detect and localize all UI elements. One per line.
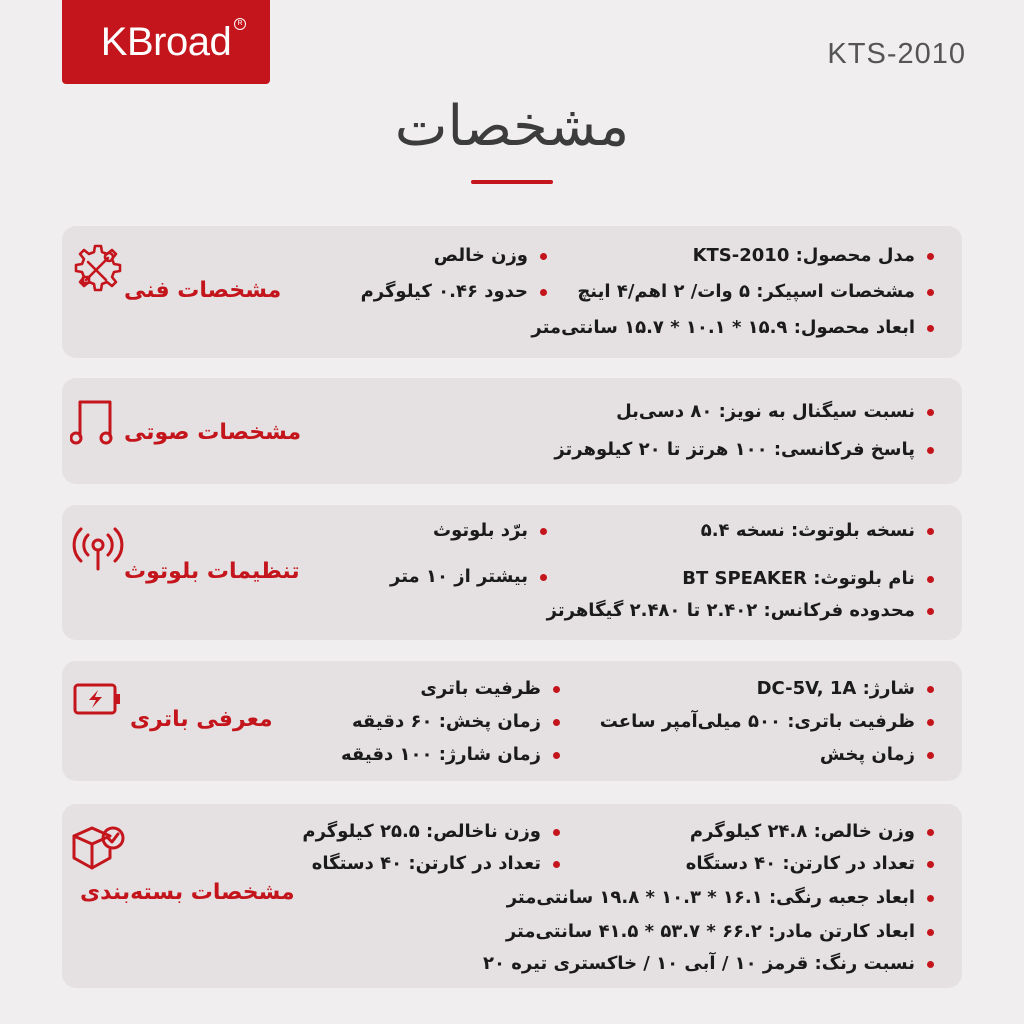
spec-text: مدل محصول: KTS-2010 xyxy=(692,245,915,266)
section-title: مشخصات صوتی xyxy=(124,420,302,445)
bullet-dot xyxy=(540,253,547,260)
bullet-dot xyxy=(927,861,934,868)
bullet-dot xyxy=(927,608,934,615)
music-note-icon xyxy=(70,396,118,448)
spec-item xyxy=(361,280,547,304)
bullet-dot xyxy=(927,752,934,759)
title-underline xyxy=(471,180,553,184)
battery-charging-icon xyxy=(72,681,124,717)
bullet-dot xyxy=(540,289,547,296)
section-title: تنظیمات بلوتوث xyxy=(124,559,300,584)
package-check-icon xyxy=(70,820,130,872)
bullet-dot xyxy=(553,861,560,868)
spec-text: محدوده فرکانس: ۲.۴۰۲ تا ۲.۴۸۰ گیگاهرتز xyxy=(546,600,915,621)
bullet-dot xyxy=(927,719,934,726)
spec-text: وزن خالص xyxy=(433,245,528,266)
spec-text: ابعاد کارتن مادر: ۶۶.۲ * ۵۳.۷ * ۴۱.۵ سانتی‌متر xyxy=(505,921,915,942)
spec-text: وزن ناخالص: ۲۵.۵ کیلوگرم xyxy=(302,821,541,842)
model-number: KTS-2010 xyxy=(827,38,966,70)
spec-item xyxy=(312,852,560,876)
panel-bluetooth xyxy=(62,505,962,640)
section-title: مشخصات بسته‌بندی xyxy=(80,880,295,905)
spec-text: زمان پخش xyxy=(819,744,915,765)
spec-text: ابعاد جعبه رنگی: ۱۶.۱ * ۱۰.۳ * ۱۹.۸ سانتی‌متر xyxy=(506,887,915,908)
spec-item xyxy=(506,920,934,944)
spec-text: ابعاد محصول: ۱۵.۹ * ۱۰.۱ * ۱۵.۷ سانتی‌متر xyxy=(531,317,915,338)
bullet-dot xyxy=(927,325,934,332)
spec-text: تعداد در کارتن: ۴۰ دستگاه xyxy=(685,853,915,874)
section-title: مشخصات فنی xyxy=(124,278,282,303)
spec-text: نسخه بلوتوث: نسخه ۵.۴ xyxy=(700,520,915,541)
panel-packaging xyxy=(62,804,962,988)
page-title: مشخصات xyxy=(394,94,630,159)
spec-item xyxy=(420,677,560,701)
spec-item xyxy=(693,244,934,268)
bullet-dot xyxy=(927,289,934,296)
spec-item xyxy=(554,438,934,462)
spec-item xyxy=(434,244,547,268)
spec-item xyxy=(616,400,934,424)
spec-text: بیشتر از ۱۰ متر xyxy=(390,566,528,587)
spec-text: ظرفیت باتری xyxy=(420,678,541,699)
spec-text: نام بلوتوث: BT SPEAKER xyxy=(682,568,915,589)
bullet-dot xyxy=(553,752,560,759)
spec-text: تعداد در کارتن: ۴۰ دستگاه xyxy=(311,853,541,874)
bullet-dot xyxy=(927,253,934,260)
spec-text: پاسخ فرکانسی: ۱۰۰ هرتز تا ۲۰ کیلوهرتز xyxy=(554,439,915,460)
spec-item xyxy=(433,519,547,543)
spec-item xyxy=(686,852,934,876)
spec-item xyxy=(390,565,547,589)
broadcast-icon xyxy=(72,523,124,573)
spec-text: مشخصات اسپیکر: ۵ وات/ ۲ اهم/۴ اینچ xyxy=(577,281,915,302)
bullet-dot xyxy=(927,409,934,416)
spec-item xyxy=(577,280,934,304)
bullet-dot xyxy=(927,447,934,454)
bullet-dot xyxy=(540,574,547,581)
spec-item xyxy=(701,519,934,543)
bullet-dot xyxy=(927,686,934,693)
bullet-dot xyxy=(927,829,934,836)
panel-technical xyxy=(62,226,962,358)
spec-item xyxy=(302,820,560,844)
bullet-dot xyxy=(553,829,560,836)
bullet-dot xyxy=(540,528,547,535)
panel-battery xyxy=(62,661,962,781)
brand-logo xyxy=(62,0,270,84)
bullet-dot xyxy=(927,528,934,535)
bullet-dot xyxy=(927,961,934,968)
bullet-dot xyxy=(927,895,934,902)
bullet-dot xyxy=(553,719,560,726)
spec-text: نسبت رنگ: قرمز ۱۰ / آبی ۱۰ / خاکستری تیره ۲۰ xyxy=(483,953,915,974)
spec-item xyxy=(352,710,560,734)
spec-item xyxy=(531,316,934,340)
registered-mark: R xyxy=(234,18,246,30)
spec-text: ظرفیت باتری: ۵۰۰ میلی‌آمپر ساعت xyxy=(599,711,915,732)
spec-item xyxy=(690,820,934,844)
section-title: معرفی باتری xyxy=(130,707,273,732)
spec-text: زمان شارژ: ۱۰۰ دقیقه xyxy=(340,744,541,765)
spec-item xyxy=(341,743,560,767)
spec-item xyxy=(820,743,934,767)
spec-text: شارژ: DC-5V, 1A xyxy=(756,678,915,699)
spec-item xyxy=(547,599,934,623)
bullet-dot xyxy=(553,686,560,693)
gear-tools-icon xyxy=(68,240,126,298)
spec-item xyxy=(682,567,934,591)
spec-item xyxy=(757,677,934,701)
bullet-dot xyxy=(927,929,934,936)
panel-audio xyxy=(62,378,962,484)
bullet-dot xyxy=(927,576,934,583)
spec-text: برّد بلوتوث xyxy=(433,520,528,541)
spec-item xyxy=(600,710,934,734)
spec-item xyxy=(483,952,934,976)
spec-item xyxy=(507,886,934,910)
spec-text: زمان پخش: ۶۰ دقیقه xyxy=(351,711,541,732)
spec-text: وزن خالص: ۲۴.۸ کیلوگرم xyxy=(689,821,915,842)
spec-text: حدود ۰.۴۶ کیلوگرم xyxy=(360,281,528,302)
brand-name: KBroad xyxy=(100,19,232,64)
spec-text: نسبت سیگنال به نویز: ۸۰ دسی‌بل xyxy=(616,401,915,422)
